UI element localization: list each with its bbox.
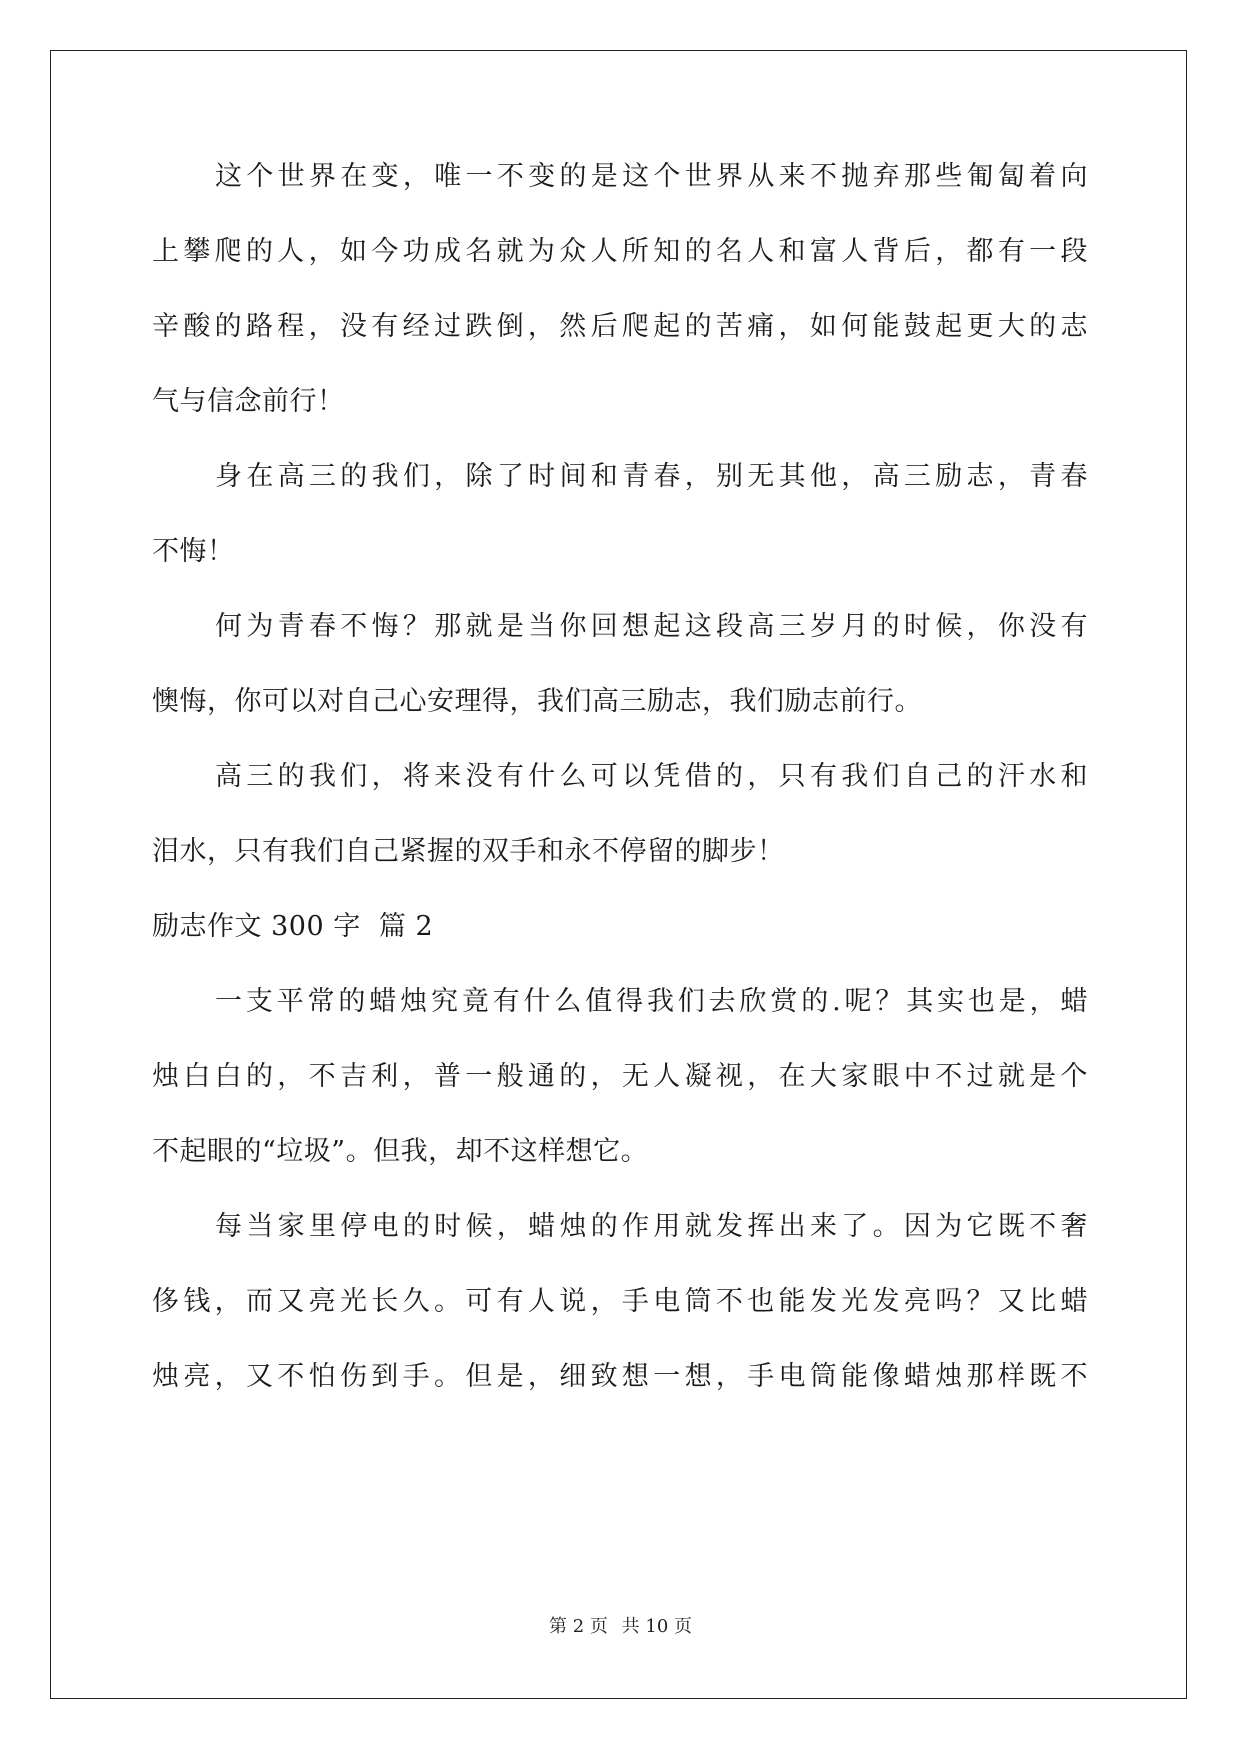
paragraph [152, 1208, 1088, 1396]
text-line: 烛亮，又不怕伤到手。但是，细致想一想，手电筒能像蜡烛那样既不 [152, 1361, 1088, 1392]
page-footer [0, 1612, 1241, 1638]
paragraph [152, 608, 1088, 721]
text-line: 高三的我们，将来没有什么可以凭借的，只有我们自己的汗水和 [215, 761, 1088, 792]
text-line: 何为青春不悔？那就是当你回想起这段高三岁月的时候，你没有 [215, 611, 1088, 642]
paragraph [152, 158, 1088, 421]
text-line: 一支平常的蜡烛究竟有什么值得我们去欣赏的.呢？其实也是，蜡 [215, 986, 1088, 1017]
text-line: 气与信念前行！ [152, 386, 345, 417]
text-line: 不起眼的“垃圾”。但我，却不这样想它。 [152, 1136, 649, 1167]
text-line: 身在高三的我们，除了时间和青春，别无其他，高三励志，青春 [215, 461, 1088, 492]
text-line: 不悔！ [152, 536, 235, 567]
total-pages: 共 10 页 [621, 1616, 692, 1637]
text-line: 每当家里停电的时候，蜡烛的作用就发挥出来了。因为它既不奢 [215, 1211, 1088, 1242]
text-line: 懊悔，你可以对自己心安理得，我们高三励志，我们励志前行。 [152, 686, 922, 717]
paragraph [152, 983, 1088, 1171]
paragraph [152, 458, 1088, 571]
page-number: 第 2 页 [549, 1616, 608, 1637]
section-heading: 励志作文 300 字 篇 2 [152, 911, 434, 942]
document-body [152, 158, 1088, 1433]
text-line: 上攀爬的人，如今功成名就为众人所知的名人和富人背后，都有一段 [152, 236, 1088, 267]
text-line: 侈钱，而又亮光长久。可有人说，手电筒不也能发光发亮吗？又比蜡 [152, 1286, 1088, 1317]
paragraph [152, 758, 1088, 871]
text-line: 这个世界在变，唯一不变的是这个世界从来不抛弃那些匍匐着向 [215, 161, 1088, 192]
text-line: 辛酸的路程，没有经过跌倒，然后爬起的苦痛，如何能鼓起更大的志 [152, 311, 1088, 342]
text-line: 烛白白的，不吉利，普一般通的，无人凝视，在大家眼中不过就是个 [152, 1061, 1088, 1092]
text-line: 泪水，只有我们自己紧握的双手和永不停留的脚步！ [152, 836, 785, 867]
